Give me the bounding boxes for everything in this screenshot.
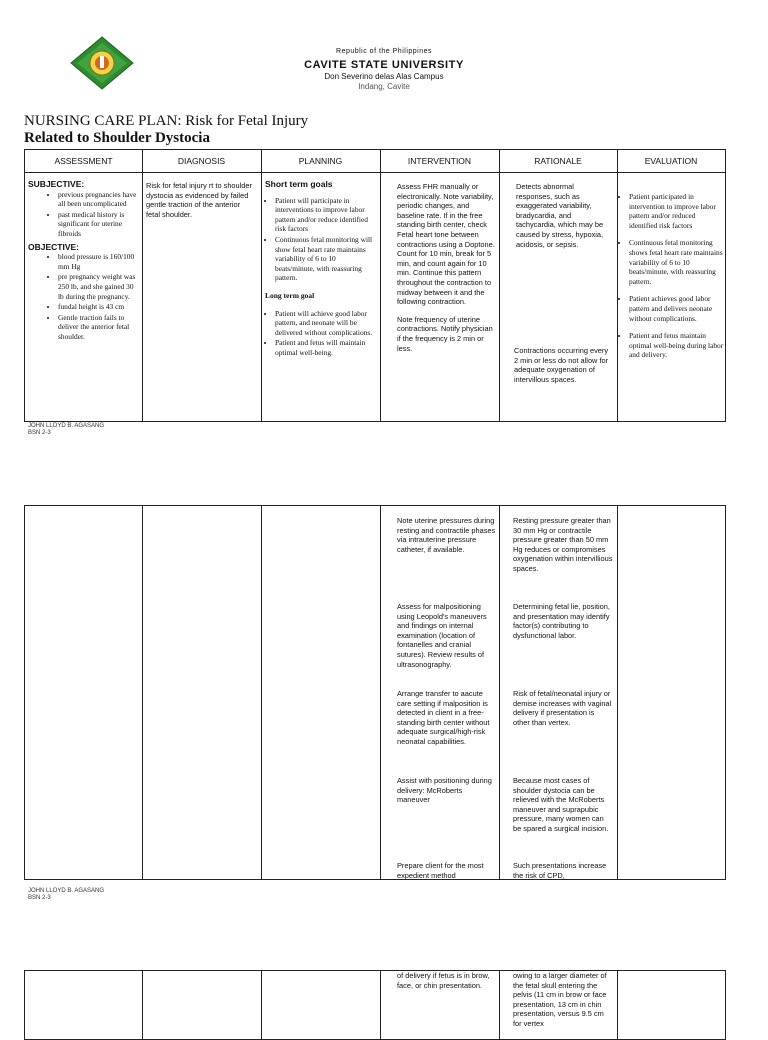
long-term-goal: • Patient will achieve good labor pattern, and neonate will be delivered without complications. bbox=[275, 309, 377, 338]
author-name: JOHN LLOYD B. AGASANG bbox=[28, 888, 105, 894]
rationale-text: Risk of fetal/neonatal injury or demise increases with vaginal delivery if presentation is other than vertex. bbox=[513, 689, 612, 727]
evaluation-cell bbox=[619, 192, 725, 361]
subjective-item: • past medical history is significant for uterine fibroids bbox=[58, 210, 140, 239]
intervention-cell bbox=[397, 182, 497, 353]
objective-item: • pre pregnancy weight was 250 lb, and she gained 30 lb during the pregnancy. bbox=[58, 272, 140, 301]
intervention-text: Note frequency of uterine contractions. Notify physician if the frequency is 2 min or less. bbox=[397, 314, 493, 353]
assessment-cell bbox=[28, 180, 140, 343]
intervention-text: Note uterine pressures during resting and contractile phases via intrauterine pressure catheter, if available. bbox=[397, 516, 496, 554]
objective-item: • fundal height is 43 cm bbox=[58, 302, 140, 312]
short-term-goal: • Patient will participate in interventions to improve labor pattern and/or reduce identified risk factors bbox=[275, 196, 377, 234]
evaluation-item: • Patient and fetus maintain optimal well-being during labor and delivery. bbox=[629, 331, 725, 360]
rationale-text: Contractions occurring every 2 min or less do not allow for adequate oxygenation of intervillous spaces. bbox=[514, 346, 609, 384]
evaluation-item: • Continuous fetal monitoring shows fetal heart rate maintains variability of 6 to 10 beats/minute, with reassuring pattern. bbox=[629, 238, 725, 286]
header-intervention: INTERVENTION bbox=[407, 156, 472, 166]
rationale-text: Detects abnormal responses, such as exaggerated variability, bradycardia, and tachycardia, which may be caused by stress, hypoxia, acidosis, or sepsis. bbox=[516, 182, 604, 249]
campus-name: Don Severino delas Alas Campus bbox=[324, 72, 444, 81]
care-plan-table-page1 bbox=[24, 149, 726, 422]
header-diagnosis: DIAGNOSIS bbox=[177, 156, 226, 166]
rationale-text: Determining fetal lie, position, and presentation may identify factor(s) contributing to dysfunctional labor. bbox=[513, 602, 610, 640]
intervention-text: Prepare client for the most expedient method bbox=[397, 861, 484, 880]
rationale-text: Resting pressure greater than 30 mm Hg or contractile pressure greater than 50 mm Hg reduces or compromises oxygenation within intervillious spaces. bbox=[513, 516, 613, 573]
objective-label: OBJECTIVE: bbox=[28, 241, 80, 252]
planning-cell bbox=[265, 180, 377, 359]
care-plan-table-page3 bbox=[24, 970, 726, 1040]
republic-line: Republic of the Philippines bbox=[336, 48, 432, 55]
author-section: BSN 2-3 bbox=[28, 430, 51, 436]
subjective-item: • previous pregnancies have all been uncomplicated bbox=[58, 190, 140, 209]
short-term-goal: • Continuous fetal monitoring will show fetal heart rate maintains variability of 6 to 10 beats/minute, with reassuring pattern. bbox=[275, 235, 377, 283]
intervention-text: Arrange transfer to aacute care setting if malposition is detected in client in a free-standing birth center without adequate surgical/high-risk neonatal capabilities. bbox=[397, 689, 490, 746]
subjective-label: SUBJECTIVE: bbox=[28, 179, 85, 189]
long-term-label: Long term goal bbox=[265, 290, 315, 300]
evaluation-item: • Patient participated in intervention to improve labor pattern and/or reduced identified risk factors bbox=[629, 192, 725, 230]
intervention-text: Assess for malpositioning using Leopold's maneuvers and findings on internal examination (location of fontanelles and cranial sutures). Review results of ultrasonography. bbox=[397, 602, 487, 669]
intervention-text: of delivery if fetus is in brow, face, or chin presentation. bbox=[397, 971, 490, 990]
rationale-cell bbox=[516, 182, 612, 249]
campus-location: Indang, Cavite bbox=[358, 82, 410, 91]
evaluation-item: • Patient achieves good labor pattern and delivers neonate without complications. bbox=[629, 294, 725, 323]
care-plan-table-page2 bbox=[24, 505, 726, 880]
short-term-label: Short term goals bbox=[265, 179, 333, 189]
header-planning: PLANNING bbox=[298, 156, 343, 166]
header-assessment: ASSESSMENT bbox=[54, 156, 113, 166]
intervention-text: Assist with positioning during delivery: McRoberts maneuver bbox=[397, 776, 492, 805]
rationale-text: Such presentations increase the risk of CPD, bbox=[513, 861, 607, 880]
page-subtitle: Related to Shoulder Dystocia bbox=[24, 130, 210, 146]
intervention-text: Assess FHR manually or electronically. Note variability, periodic changes, and baseline rate. If in the free standing birth center, check Fetal heart tone between contractions using a Doptone. Count for 10 min, break for 5 min, and count again for 10 min. Continue this pattern throughout the contraction to midway between it and the following contraction. bbox=[397, 182, 495, 307]
objective-item: • Gentle traction fails to deliver the anterior fetal shoulder. bbox=[58, 313, 140, 342]
objective-item: • blood pressure is 160/100 mm Hg bbox=[58, 252, 140, 271]
author-section: BSN 2-3 bbox=[28, 895, 51, 901]
header-rationale: RATIONALE bbox=[534, 156, 582, 166]
footer-block bbox=[28, 423, 104, 437]
author-name: JOHN LLOYD B. AGASANG bbox=[28, 423, 105, 429]
university-name: CAVITE STATE UNIVERSITY bbox=[304, 59, 464, 71]
long-term-goal: • Patient and fetus will maintain optimal well-being. bbox=[275, 338, 377, 357]
header-evaluation: EVALUATION bbox=[644, 156, 698, 166]
rationale-text: Because most cases of shoulder dystocia can be relieved with the McRoberts maneuver and suprapubic pressure, many women can be spared a surgical incision. bbox=[513, 776, 609, 833]
rationale-text: owing to a larger diameter of the fetal skull entering the pelvis (11 cm in brow or face presentation, 13 cm in chin presentation, versus 9.5 cm for vertex bbox=[513, 971, 607, 1028]
footer-block bbox=[28, 888, 104, 902]
diagnosis-cell: Risk for fetal injury rt to shoulder dystocia as evidenced by failed gentle traction of the anterior fetal shoulder. bbox=[146, 181, 252, 219]
page-title: NURSING CARE PLAN: Risk for Fetal Injury bbox=[24, 113, 309, 129]
